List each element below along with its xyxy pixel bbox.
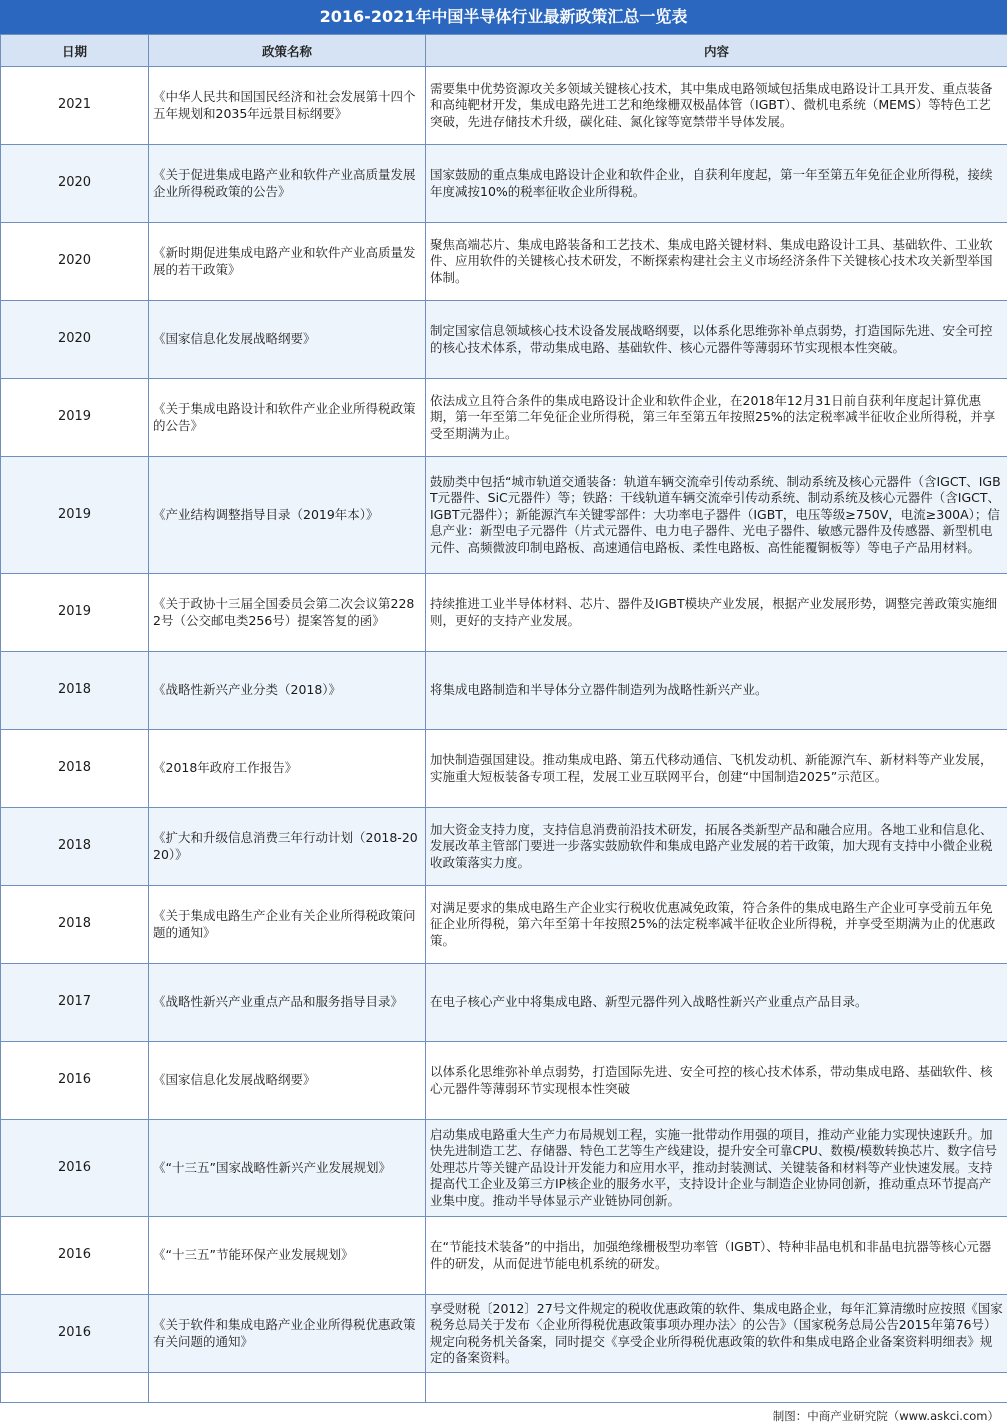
- table-row: [1, 145, 1007, 223]
- policy-name-cell: 《关于集成电路生产企业有关企业所得税政策问题的通知》: [149, 886, 426, 964]
- policy-name-cell: 《“十三五”节能环保产业发展规划》: [149, 1217, 426, 1295]
- date-cell: 2016: [1, 1042, 149, 1120]
- table-row: [1, 808, 1007, 886]
- table-row: [1, 301, 1007, 379]
- policy-name-cell: 《关于集成电路设计和软件产业企业所得税政策的公告》: [149, 379, 426, 457]
- policy-name-cell: 《战略性新兴产业分类（2018）》: [149, 652, 426, 730]
- date-cell: 2018: [1, 730, 149, 808]
- header-date: 日期: [1, 35, 149, 67]
- content-cell: 将集成电路制造和半导体分立器件制造列为战略性新兴产业。: [426, 652, 1007, 730]
- policy-name-cell: 《新时期促进集成电路产业和软件产业高质量发展的若干政策》: [149, 223, 426, 301]
- table-title: 2016-2021年中国半导体行业最新政策汇总一览表: [0, 0, 1007, 34]
- policy-name-cell: 《国家信息化发展战略纲要》: [149, 1042, 426, 1120]
- table-row: [1, 1295, 1007, 1373]
- source-footer: 制图：中商产业研究院（www.askci.com）: [772, 1409, 999, 1423]
- date-cell: 2018: [1, 886, 149, 964]
- table-body: [1, 67, 1007, 1403]
- policy-name-cell: 《产业结构调整指导目录（2019年本）》: [149, 457, 426, 574]
- content-cell: 需要集中优势资源攻关多领域关键核心技术，其中集成电路领域包括集成电路设计工具开发、重点装备和高纯靶材开发，集成电路先进工艺和绝缘栅双极晶体管（IGBT）、微机电系统（MEMS）等特色工艺突破，先进存储技术升级，碳化硅、氮化镓等宽禁带半导体发展。: [426, 67, 1007, 145]
- date-cell: 2019: [1, 574, 149, 652]
- date-cell: 2020: [1, 301, 149, 379]
- content-cell: 鼓励类中包括“城市轨道交通装备：轨道车辆交流牵引传动系统、制动系统及核心元器件（含IGCT、IGBT元器件、SiC元器件）等；铁路：干线轨道车辆交流牵引传动系统、制动系统及核心元器件（含IGCT、IGBT元器件）；新能源汽车关键零部件：大功率电子器件（IGBT，电压等级≥750V，电流≥300A）；信息产业：新型电子元器件（片式元器件、电力电子器件、光电子器件、敏感元器件及传感器、新型机电元件、高频微波印制电路板、高速通信电路板、柔性电路板、高性能覆铜板等）等电子产品用材料。: [426, 457, 1007, 574]
- content-cell: 对满足要求的集成电路生产企业实行税收优惠减免政策，符合条件的集成电路生产企业可享受前五年免征企业所得税，第六年至第十年按照25%的法定税率减半征收企业所得税，并享受至期满为止的优惠政策。: [426, 886, 1007, 964]
- table-row: [1, 1373, 1007, 1403]
- content-cell: 国家鼓励的重点集成电路设计企业和软件企业，自获利年度起，第一年至第五年免征企业所得税，接续年度减按10%的税率征收企业所得税。: [426, 145, 1007, 223]
- table-row: [1, 1042, 1007, 1120]
- content-cell: 持续推进工业半导体材料、芯片、器件及IGBT模块产业发展，根据产业发展形势，调整完善政策实施细则，更好的支持产业发展。: [426, 574, 1007, 652]
- table-row: [1, 964, 1007, 1042]
- content-cell: 以体系化思维弥补单点弱势，打造国际先进、安全可控的核心技术体系，带动集成电路、基础软件、核心元器件等薄弱环节实现根本性突破: [426, 1042, 1007, 1120]
- content-cell: 加大资金支持力度，支持信息消费前沿技术研发，拓展各类新型产品和融合应用。各地工业和信息化、发展改革主管部门要进一步落实鼓励软件和集成电路产业发展的若干政策，加大现有支持中小微企业税收政策落实力度。: [426, 808, 1007, 886]
- table-row: [1, 574, 1007, 652]
- header-name: 政策名称: [149, 35, 426, 67]
- table-row: [1, 1120, 1007, 1217]
- date-cell: 2017: [1, 964, 149, 1042]
- content-cell: 启动集成电路重大生产力布局规划工程，实施一批带动作用强的项目，推动产业能力实现快速跃升。加快先进制造工艺、存储器、特色工艺等生产线建设，提升安全可靠CPU、数模/模数转换芯片、数字信号处理芯片等关键产品设计开发能力和应用水平，推动封装测试、关键装备和材料等产业快速发展。支持提高代工企业及第三方IP核企业的服务水平，支持设计企业与制造企业协同创新，推动重点环节提高产业集中度。推动半导体显示产业链协同创新。: [426, 1120, 1007, 1217]
- date-cell: 2018: [1, 652, 149, 730]
- policy-name-cell: 《2018年政府工作报告》: [149, 730, 426, 808]
- policy-name-cell: 《中华人民共和国国民经济和社会发展第十四个五年规划和2035年远景目标纲要》: [149, 67, 426, 145]
- content-cell: 加快制造强国建设。推动集成电路、第五代移动通信、飞机发动机、新能源汽车、新材料等产业发展，实施重大短板装备专项工程，发展工业互联网平台，创建“中国制造2025”示范区。: [426, 730, 1007, 808]
- policy-name-cell: [149, 1373, 426, 1403]
- table-row: [1, 67, 1007, 145]
- content-cell: 聚焦高端芯片、集成电路装备和工艺技术、集成电路关键材料、集成电路设计工具、基础软件、工业软件、应用软件的关键核心技术研发，不断探索构建社会主义市场经济条件下关键核心技术攻关新型举国体制。: [426, 223, 1007, 301]
- date-cell: 2016: [1, 1217, 149, 1295]
- table-row: [1, 1217, 1007, 1295]
- policy-name-cell: 《“十三五”国家战略性新兴产业发展规划》: [149, 1120, 426, 1217]
- date-cell: 2016: [1, 1120, 149, 1217]
- table-row: [1, 652, 1007, 730]
- date-cell: 2019: [1, 379, 149, 457]
- content-cell: [426, 1373, 1007, 1403]
- header-row: [1, 35, 1007, 67]
- date-cell: 2016: [1, 1295, 149, 1373]
- table-row: [1, 379, 1007, 457]
- policy-name-cell: 《扩大和升级信息消费三年行动计划（2018-2020）》: [149, 808, 426, 886]
- date-cell: 2018: [1, 808, 149, 886]
- policy-name-cell: 《关于软件和集成电路产业企业所得税优惠政策有关问题的通知》: [149, 1295, 426, 1373]
- policy-table: [0, 34, 1007, 1403]
- table-row: [1, 457, 1007, 574]
- table-row: [1, 730, 1007, 808]
- content-cell: 在“节能技术装备”的中指出，加强绝缘栅极型功率管（IGBT）、特种非晶电机和非晶电抗器等核心元器件的研发，从而促进节能电机系统的研发。: [426, 1217, 1007, 1295]
- date-cell: 2020: [1, 145, 149, 223]
- date-cell: [1, 1373, 149, 1403]
- policy-name-cell: 《关于促进集成电路产业和软件产业高质量发展企业所得税政策的公告》: [149, 145, 426, 223]
- date-cell: 2021: [1, 67, 149, 145]
- policy-name-cell: 《国家信息化发展战略纲要》: [149, 301, 426, 379]
- content-cell: 享受财税〔2012〕27号文件规定的税收优惠政策的软件、集成电路企业，每年汇算清缴时应按照《国家税务总局关于发布〈企业所得税优惠政策事项办理办法〉的公告》（国家税务总局公告2015年第76号）规定向税务机关备案，同时提交《享受企业所得税优惠政策的软件和集成电路企业备案资料明细表》规定的备案资料。: [426, 1295, 1007, 1373]
- date-cell: 2019: [1, 457, 149, 574]
- content-cell: 依法成立且符合条件的集成电路设计企业和软件企业，在2018年12月31日前自获利年度起计算优惠期，第一年至第二年免征企业所得税，第三年至第五年按照25%的法定税率减半征收企业所得税，并享受至期满为止。: [426, 379, 1007, 457]
- policy-name-cell: 《关于政协十三届全国委员会第二次会议第2282号（公交邮电类256号）提案答复的函》: [149, 574, 426, 652]
- policy-name-cell: 《战略性新兴产业重点产品和服务指导目录》: [149, 964, 426, 1042]
- content-cell: 在电子核心产业中将集成电路、新型元器件列入战略性新兴产业重点产品目录。: [426, 964, 1007, 1042]
- table-row: [1, 886, 1007, 964]
- content-cell: 制定国家信息领域核心技术设备发展战略纲要，以体系化思维弥补单点弱势，打造国际先进、安全可控的核心技术体系，带动集成电路、基础软件、核心元器件等薄弱环节实现根本性突破。: [426, 301, 1007, 379]
- table-row: [1, 223, 1007, 301]
- header-content: 内容: [426, 35, 1007, 67]
- date-cell: 2020: [1, 223, 149, 301]
